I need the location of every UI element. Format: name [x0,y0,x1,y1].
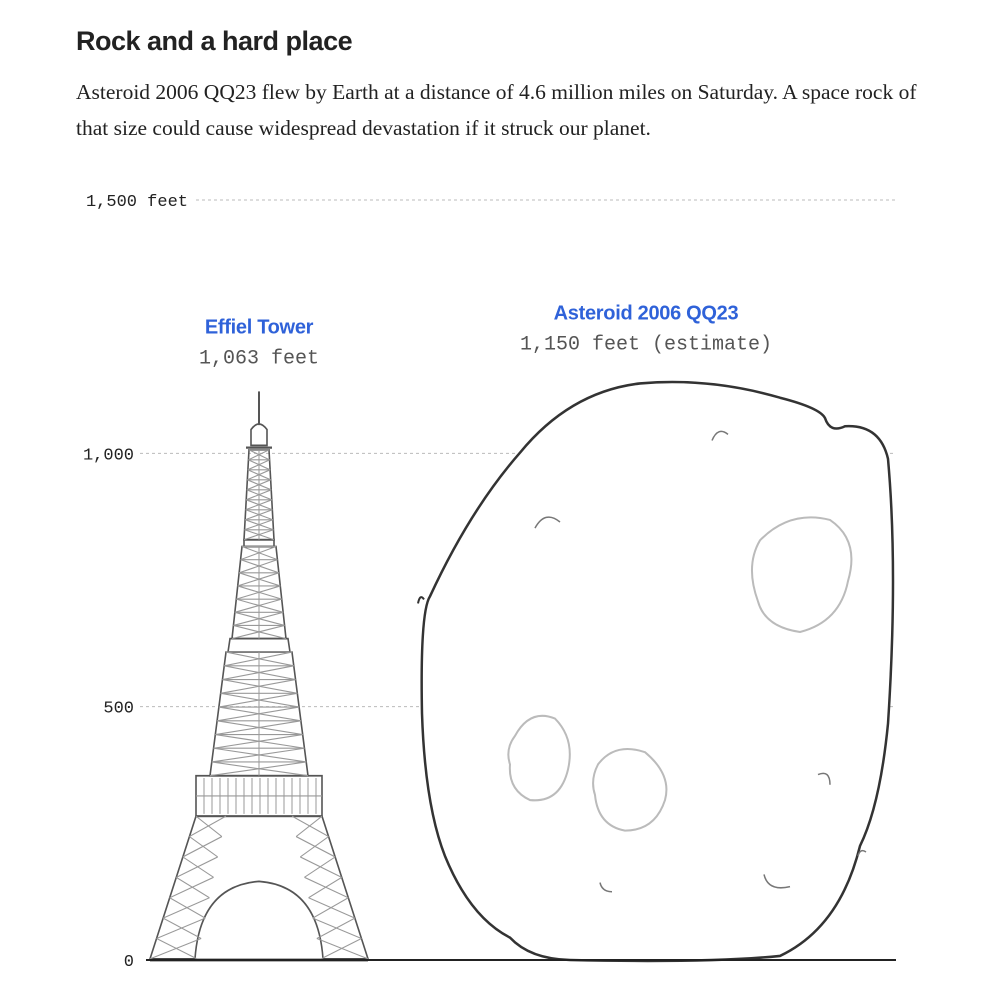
chart-subtitle: Asteroid 2006 QQ23 flew by Earth at a distance of 4.6 million miles on Saturday. A space rock of that size could cause widespread devastation if it struck our planet. [76,80,917,140]
data-label-eiffel-tower: 1,063 feet [198,347,320,371]
y-tick-label: 1,500 feet [85,193,188,212]
y-axis [83,193,188,972]
bar-label-asteroid: Asteroid 2006 QQ23 [553,302,739,325]
data-label-asteroid: 1,150 feet (estimate) [519,333,773,357]
chart-title: Rock and a hard place [76,26,353,56]
y-tick-label: 0 [123,953,134,972]
asteroid-icon [418,382,893,961]
bar-label-eiffel-tower: Effiel Tower [204,316,314,339]
eiffel-tower-icon [150,391,368,960]
y-tick-label: 500 [103,699,134,719]
y-tick-label: 1,000 [82,446,134,466]
